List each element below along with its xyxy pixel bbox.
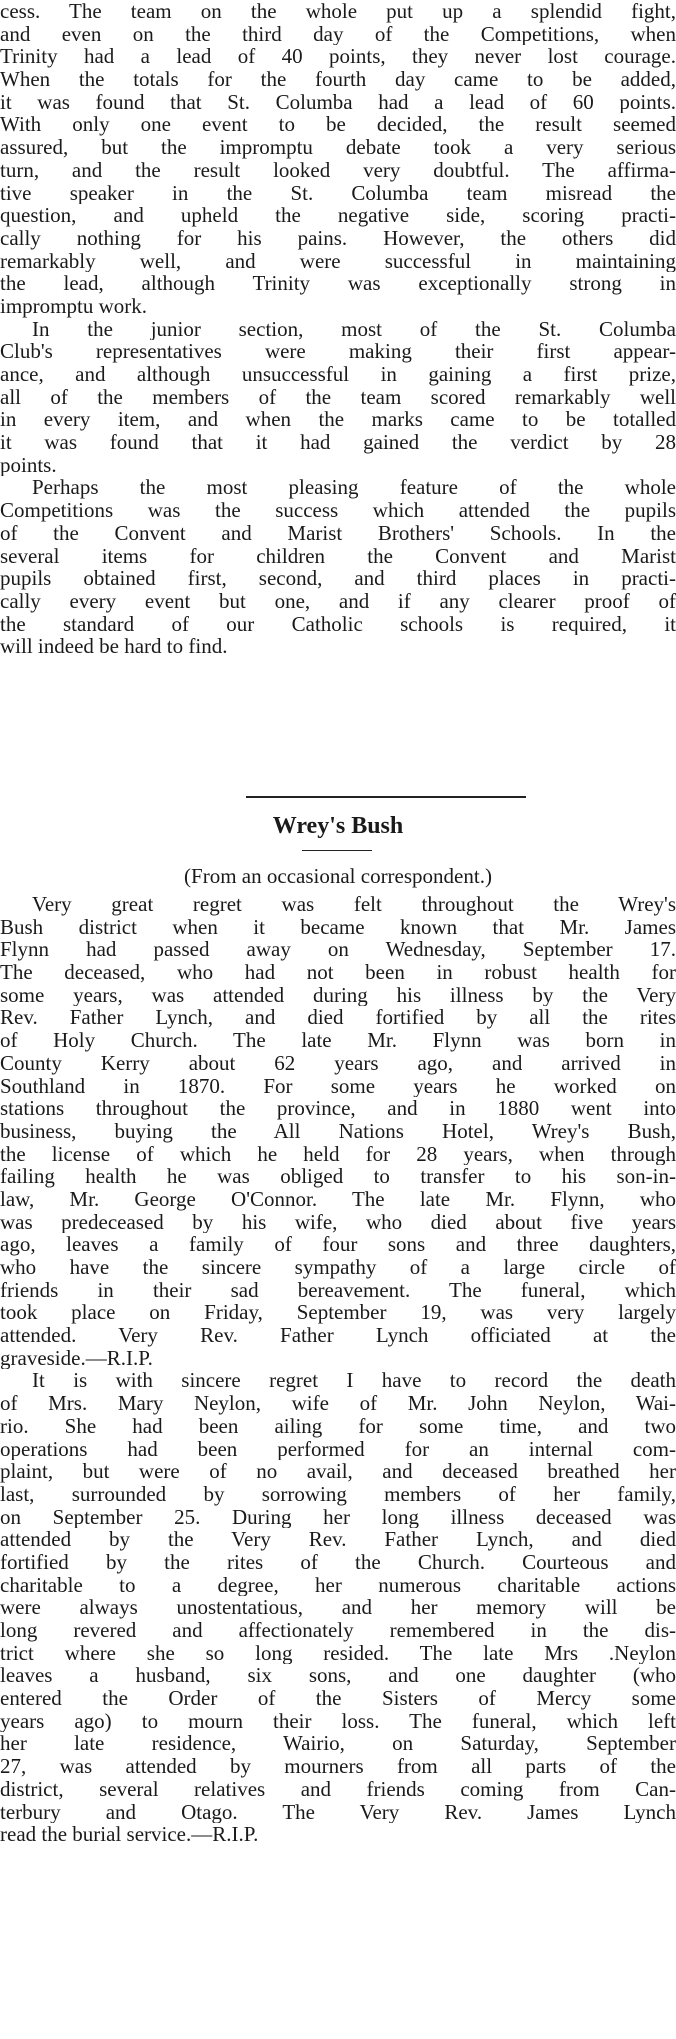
- text-line: entered the Order of the Sisters of Mercy some: [0, 1687, 676, 1710]
- text-line: terbury and Otago. The Very Rev. James Lynch: [0, 1800, 676, 1824]
- text-line: operations had been performed for an internal com-: [0, 1437, 676, 1461]
- text-line: district, several relatives and friends coming from Can-: [0, 1777, 676, 1801]
- text-line: ance, and although unsuccessful in gaining a first prize,: [0, 363, 676, 386]
- text-line: The deceased, who had not been in robust health for: [0, 961, 676, 984]
- text-line: Flynn had passed away on Wednesday, September 17.: [0, 938, 676, 962]
- section-divider-rule: [246, 796, 526, 798]
- text-line: In the junior section, most of the St. Columba: [32, 317, 676, 341]
- text-line: points.: [0, 453, 57, 477]
- text-line: on September 25. During her long illness deceased was: [0, 1505, 676, 1529]
- text-line: in every item, and when the marks came to be totalled: [0, 408, 676, 432]
- article-body-text: [0, 893, 676, 1846]
- text-line: Competitions was the success which attended the pupils: [0, 499, 676, 522]
- text-line: some years, was attended during his illness by the Very: [0, 983, 676, 1007]
- text-line: of Mrs. Mary Neylon, wife of Mr. John Neylon, Wai-: [0, 1392, 676, 1415]
- text-line: the lead, although Trinity was exceptionally strong in: [0, 272, 676, 295]
- text-line: plaint, but were of no avail, and deceased breathed her: [0, 1460, 676, 1483]
- text-line: will indeed be hard to find.: [0, 635, 228, 658]
- text-line: all of the members of the team scored remarkably well: [0, 385, 676, 409]
- text-line: When the totals for the fourth day came to be added,: [0, 68, 676, 91]
- text-line: fortified by the rites of the Church. Courteous and: [0, 1550, 676, 1574]
- text-line: pupils obtained first, second, and third places in practi-: [0, 567, 676, 590]
- article-byline: (From an occasional correspondent.): [184, 864, 492, 888]
- text-line: 27, was attended by mourners from all parts of the: [0, 1755, 676, 1778]
- text-line: cess. The team on the whole put up a splendid fight,: [0, 0, 676, 23]
- text-line: business, buying the All Nations Hotel, Wrey's Bush,: [0, 1119, 676, 1143]
- text-line: graveside.—R.I.P.: [0, 1346, 153, 1370]
- text-line: trict where she so long resided. The late Mrs .Neylon: [0, 1641, 676, 1665]
- text-line: question, and upheld the negative side, scoring practi-: [0, 204, 676, 227]
- text-line: failing health he was obliged to transfer to his son-in-: [0, 1165, 676, 1188]
- text-line: of Holy Church. The late Mr. Flynn was born in: [0, 1029, 676, 1052]
- article-heading: Wrey's Bush: [272, 813, 404, 839]
- text-line: cally every event but one, and if any clearer proof of: [0, 589, 676, 613]
- text-line: It is with sincere regret I have to record the death: [32, 1369, 676, 1393]
- text-line: assured, but the impromptu debate took a very serious: [0, 136, 676, 159]
- text-line: her late residence, Wairio, on Saturday, September: [0, 1732, 676, 1756]
- text-line: Very great regret was felt throughout the Wrey's: [32, 893, 676, 916]
- text-line: who have the sincere sympathy of a large circle of: [0, 1256, 676, 1279]
- text-line: several items for children the Convent and Marist: [0, 544, 676, 568]
- text-line: Rev. Father Lynch, and died fortified by all the rites: [0, 1006, 676, 1030]
- text-line: attended. Very Rev. Father Lynch officiated at the: [0, 1324, 676, 1347]
- text-line: Bush district when it became known that Mr. James: [0, 915, 676, 939]
- text-line: and even on the third day of the Competitions, when: [0, 22, 676, 46]
- text-line: was predeceased by his wife, who died about five years: [0, 1210, 676, 1234]
- text-line: turn, and the result looked very doubtful. The affirma-: [0, 158, 676, 182]
- text-line: were always unostentatious, and her memory will be: [0, 1596, 676, 1619]
- text-line: law, Mr. George O'Connor. The late Mr. Flynn, who: [0, 1187, 676, 1211]
- text-line: cally nothing for his pains. However, the others did: [0, 226, 676, 250]
- text-line: years ago) to mourn their loss. The funeral, which left: [0, 1709, 676, 1733]
- text-line: the standard of our Catholic schools is required, it: [0, 612, 676, 636]
- text-line: charitable to a degree, her numerous charitable actions: [0, 1573, 676, 1597]
- text-line: remarkably well, and were successful in maintaining: [0, 249, 676, 273]
- text-line: read the burial service.—R.I.P.: [0, 1823, 259, 1846]
- text-line: it was found that St. Columba had a lead of 60 points.: [0, 90, 676, 114]
- text-line: With only one event to be decided, the result seemed: [0, 113, 676, 137]
- text-line: friends in their sad bereavement. The funeral, which: [0, 1278, 676, 1302]
- text-line: last, surrounded by sorrowing members of her family,: [0, 1482, 676, 1506]
- text-line: Perhaps the most pleasing feature of the whole: [32, 476, 676, 500]
- heading-underline-rule: [302, 850, 372, 851]
- text-line: of the Convent and Marist Brothers' Schools. In the: [0, 521, 676, 545]
- text-line: leaves a husband, six sons, and one daughter (who: [0, 1664, 676, 1688]
- text-line: the license of which he held for 28 years, when through: [0, 1142, 676, 1166]
- text-line: rio. She had been ailing for some time, and two: [0, 1414, 676, 1438]
- text-line: long revered and affectionately remembered in the dis-: [0, 1619, 676, 1642]
- text-line: Trinity had a lead of 40 points, they never lost courage.: [0, 45, 676, 69]
- text-line: ago, leaves a family of four sons and three daughters,: [0, 1233, 676, 1256]
- text-line: took place on Friday, September 19, was very largely: [0, 1301, 676, 1325]
- text-line: County Kerry about 62 years ago, and arrived in: [0, 1051, 676, 1075]
- text-line: attended by the Very Rev. Father Lynch, and died: [0, 1528, 676, 1551]
- text-line: Club's representatives were making their first appear-: [0, 340, 676, 363]
- competition-report-text: [0, 0, 676, 658]
- text-line: Southland in 1870. For some years he worked on: [0, 1074, 676, 1098]
- text-line: it was found that it had gained the verdict by 28: [0, 431, 676, 454]
- text-line: tive speaker in the St. Columba team misread the: [0, 181, 676, 205]
- text-line: impromptu work.: [0, 294, 147, 318]
- text-line: stations throughout the province, and in 1880 went into: [0, 1097, 676, 1120]
